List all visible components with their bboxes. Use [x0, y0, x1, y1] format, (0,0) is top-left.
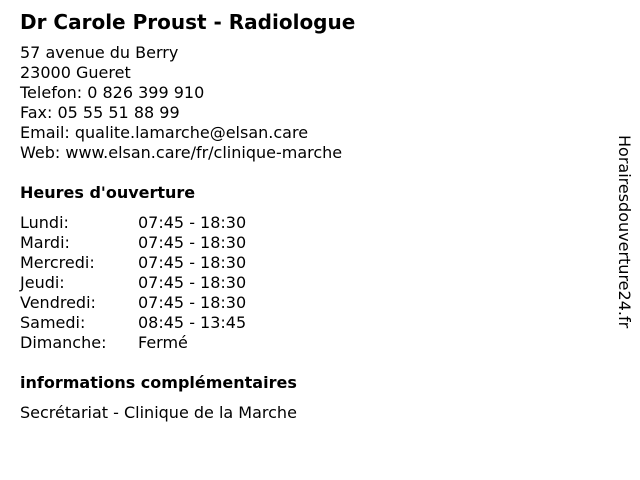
info-text: Secrétariat - Clinique de la Marche: [20, 403, 297, 422]
time-range: 07:45 - 18:30: [138, 273, 247, 292]
city-postcode: 23000 Gueret: [20, 63, 131, 82]
time-range: Fermé: [138, 333, 188, 352]
day-label: Mardi:: [20, 233, 70, 252]
practitioner-card: [20, 8, 580, 423]
email-address[interactable]: Email: qualite.lamarche@elsan.care: [20, 123, 309, 142]
day-label: Mercredi:: [20, 253, 95, 272]
day-label: Vendredi:: [20, 293, 96, 312]
hours-row-saturday: [20, 313, 580, 333]
hours-heading: Heures d'ouverture: [20, 183, 196, 202]
time-range: 07:45 - 18:30: [138, 233, 247, 252]
hours-row-sunday: [20, 333, 580, 353]
hours-row-monday: [20, 213, 580, 233]
hours-row-friday: [20, 293, 580, 313]
contact-block: [20, 43, 580, 163]
site-watermark: Horairesdouverture24.fr: [615, 135, 634, 329]
day-label: Lundi:: [20, 213, 69, 232]
day-label: Jeudi:: [20, 273, 65, 292]
fax-number: Fax: 05 55 51 88 99: [20, 103, 180, 122]
time-range: 07:45 - 18:30: [138, 293, 247, 312]
practitioner-title: Dr Carole Proust - Radiologue: [20, 10, 356, 34]
time-range: 08:45 - 13:45: [138, 313, 247, 332]
time-range: 07:45 - 18:30: [138, 253, 247, 272]
info-heading: informations complémentaires: [20, 373, 297, 392]
day-label: Dimanche:: [20, 333, 107, 352]
hours-table: [20, 213, 580, 353]
time-range: 07:45 - 18:30: [138, 213, 247, 232]
hours-row-tuesday: [20, 233, 580, 253]
website-link[interactable]: Web: www.elsan.care/fr/clinique-marche: [20, 143, 343, 162]
hours-row-wednesday: [20, 253, 580, 273]
hours-row-thursday: [20, 273, 580, 293]
day-label: Samedi:: [20, 313, 86, 332]
phone-number[interactable]: Telefon: 0 826 399 910: [20, 83, 205, 102]
street-address: 57 avenue du Berry: [20, 43, 179, 62]
